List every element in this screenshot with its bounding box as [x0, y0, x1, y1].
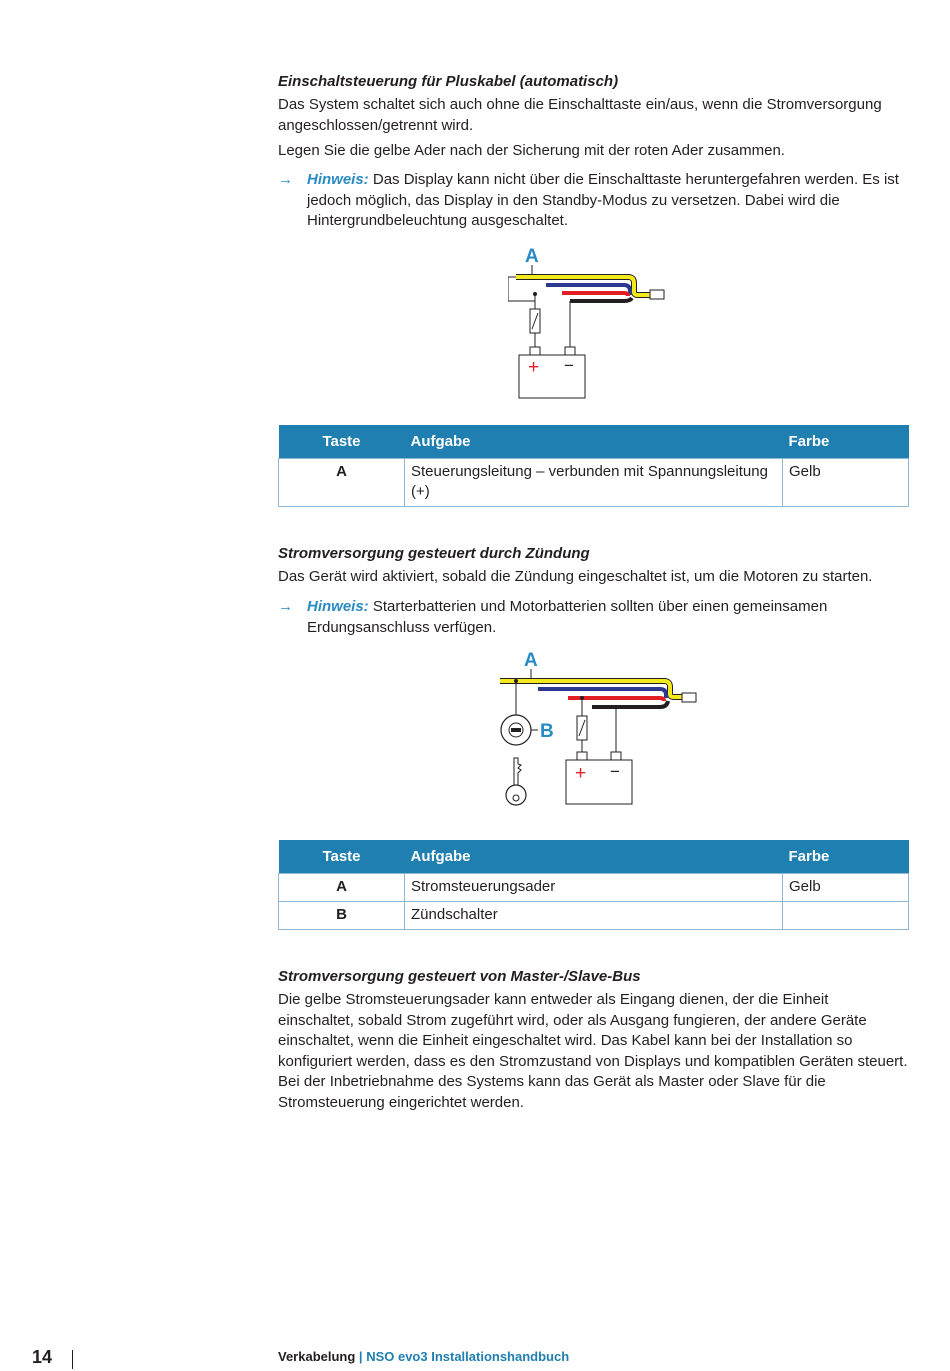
- section-paragraph: Die gelbe Stromsteuerungsader kann entweder als Eingang dienen, der die Einheit einschaltet, sobald Strom zugeführt wird, oder als Ausgang fungieren, der andere Geräte einschaltet, wenn die Einheit eingeschaltet wird. Das Kabel kann bei der Installation so konfiguriert werden, dass es den Stromzustand von Displays und kompatiblen Geräten steuert. Bei der Inbetriebnahme des Systems kann das Gerät als Master oder Slave für die Stromsteuerung eingerichtet werden.: [278, 991, 908, 1111]
- black-wire: [570, 298, 632, 301]
- wiring-diagram-plus: [508, 243, 688, 403]
- plus-sign: +: [575, 763, 587, 784]
- battery-terminal-plus: [577, 752, 587, 760]
- table-row: [279, 902, 909, 930]
- cell-color: Gelb: [783, 459, 909, 507]
- key-table-1: [278, 425, 909, 507]
- footer-chapter: Verkabelung: [278, 1349, 356, 1364]
- section-heading-ignition: Stromversorgung gesteuert durch Zündung: [278, 545, 590, 562]
- battery-terminal-minus: [611, 752, 621, 760]
- note-text: Das Display kann nicht über die Einschalttaste heruntergefahren werden. Es ist jedoch möglich, das Display in den Standby-Modus zu versetzen. Dabei wird die Hintergrundbeleuchtung ausgeschaltet.: [307, 171, 899, 229]
- diagram-label-a: A: [524, 650, 538, 671]
- cell-key: A: [279, 874, 405, 902]
- cable-connector: [650, 290, 664, 299]
- battery-terminal-minus: [565, 347, 575, 355]
- cell-color: Gelb: [783, 874, 909, 902]
- note-label: Hinweis:: [307, 171, 369, 188]
- key-icon: [506, 758, 526, 805]
- arrow-right-icon: →: [278, 598, 293, 615]
- section-paragraph: Das System schaltet sich auch ohne die Einschalttaste ein/aus, wenn die Stromversorgung angeschlossen/getrennt wird.: [278, 96, 882, 134]
- col-header-task: Aufgabe: [405, 840, 783, 874]
- col-header-color: Farbe: [783, 840, 909, 874]
- section-paragraph: Das Gerät wird aktiviert, sobald die Zündung eingeschaltet ist, um die Motoren zu starten.: [278, 568, 873, 585]
- table-row: [279, 874, 909, 902]
- link-wire: [508, 277, 535, 301]
- note-text: Starterbatterien und Motorbatterien sollten über einen gemeinsamen Erdungsanschluss verfügen.: [307, 598, 828, 636]
- key-table-2: [278, 840, 909, 930]
- section-paragraph: Legen Sie die gelbe Ader nach der Sicherung mit der roten Ader zusammen.: [278, 142, 785, 159]
- note-text-container: [307, 170, 907, 232]
- black-wire: [592, 701, 668, 707]
- col-header-color: Farbe: [783, 425, 909, 459]
- arrow-right-icon: →: [278, 171, 293, 188]
- cell-task: Stromsteuerungsader: [405, 874, 783, 902]
- minus-sign: −: [564, 356, 574, 375]
- table-row: [279, 459, 909, 507]
- wiring-diagram-ignition: [490, 648, 700, 810]
- cell-key: B: [279, 902, 405, 930]
- diagram-label-a: A: [525, 246, 539, 267]
- cell-task: Zündschalter: [405, 902, 783, 930]
- diagram-label-b: B: [540, 721, 554, 742]
- cell-color: [783, 902, 909, 930]
- battery-terminal-plus: [530, 347, 540, 355]
- cell-task: Steuerungsleitung – verbunden mit Spannungsleitung (+): [405, 459, 783, 507]
- section-heading-master-slave: Stromversorgung gesteuert von Master-/Slave-Bus: [278, 968, 641, 985]
- plus-sign: +: [528, 357, 540, 378]
- section-heading-plus-control: Einschaltsteuerung für Pluskabel (automatisch): [278, 73, 619, 90]
- page-number: 14: [32, 1347, 53, 1367]
- col-header-task: Aufgabe: [405, 425, 783, 459]
- footer-manual-title: NSO evo3 Installationshandbuch: [366, 1349, 570, 1364]
- ignition-slot: [511, 728, 521, 732]
- col-header-key: Taste: [279, 840, 405, 874]
- junction-dot: [514, 679, 518, 683]
- col-header-key: Taste: [279, 425, 405, 459]
- cell-key: A: [279, 459, 405, 507]
- cable-connector: [682, 693, 696, 702]
- note-label: Hinweis:: [307, 598, 369, 615]
- footer-divider: [72, 1350, 73, 1369]
- minus-sign: −: [610, 762, 620, 781]
- note-text-container: [307, 597, 907, 638]
- red-wire: [562, 293, 628, 296]
- footer-separator: |: [355, 1349, 367, 1364]
- footer-text: [278, 1349, 569, 1364]
